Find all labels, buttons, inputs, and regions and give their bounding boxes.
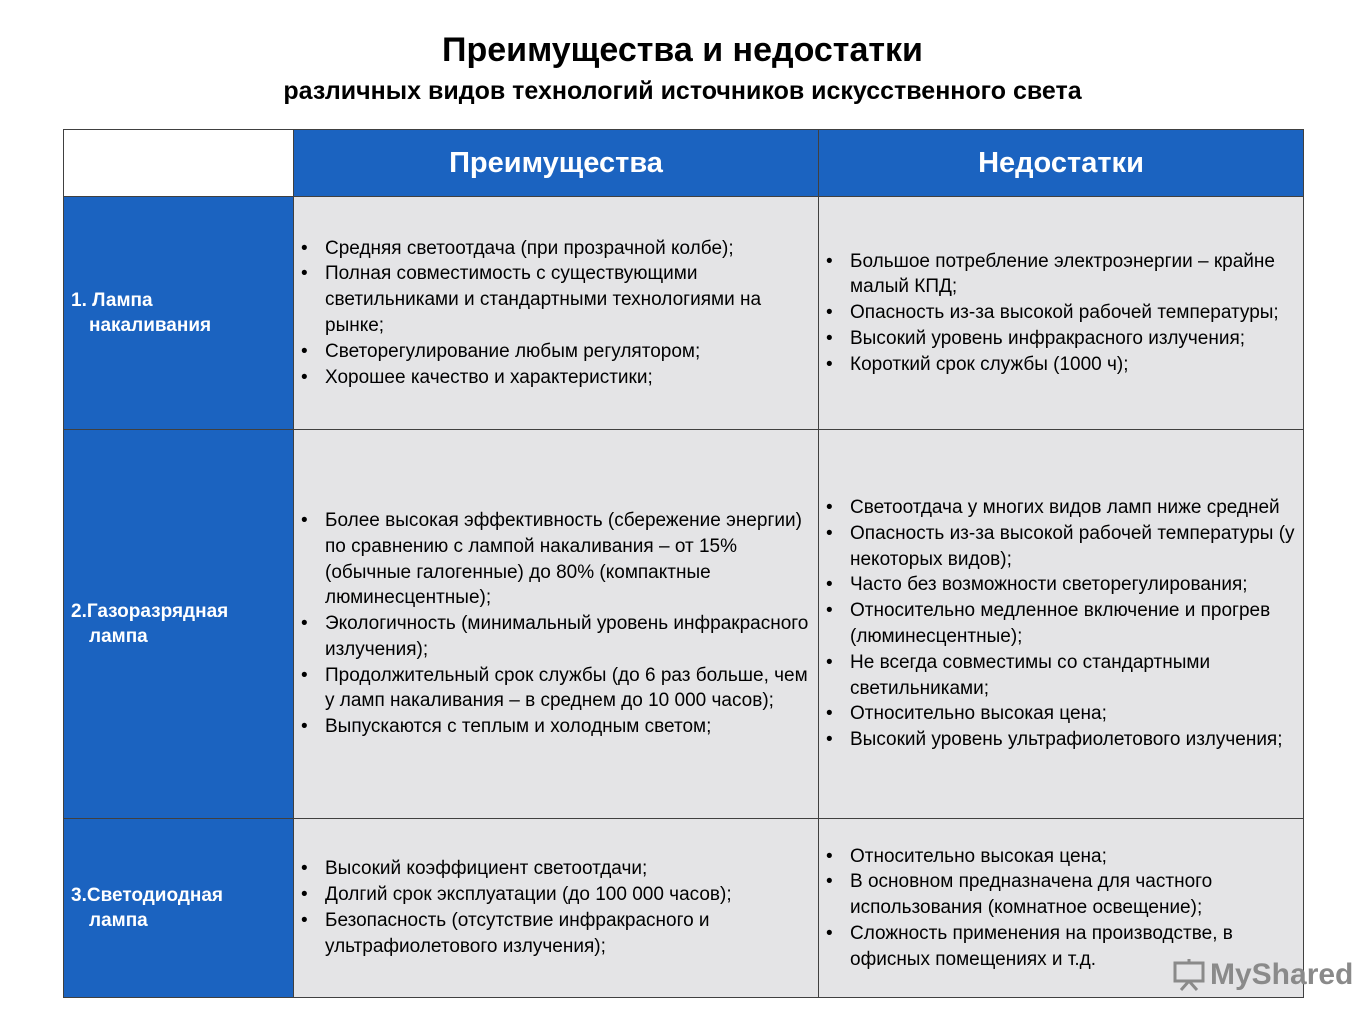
list-item: • Относительно высокая цена; [850,701,1295,727]
list-item: • Светоотдача у многих видов ламп ниже средней [850,495,1295,521]
row-label [64,430,294,819]
list-item: • Выпускаются с теплым и холодным светом; [325,714,810,740]
disadvantages-cell [819,197,1304,430]
advantages-cell [294,819,819,998]
page-subtitle: различных видов технологий источников искусственного света [283,77,1082,105]
presentation-board-icon [1172,958,1206,992]
list-item: • Экологичность (минимальный уровень инфракрасного излучения); [325,611,810,663]
table-row [64,819,1304,998]
watermark [1172,958,1353,992]
list-item: • Не всегда совместимы со стандартными светильниками; [850,650,1295,702]
list-item: • Высокий уровень инфракрасного излучения; [850,326,1295,352]
disadvantages-list [819,844,1303,973]
list-item: • Сложность применения на производстве, в офисных помещениях и т.д. [850,921,1295,973]
table-row [64,430,1304,819]
disadvantages-list [819,495,1303,753]
advantages-list [294,508,818,740]
advantages-list [294,236,818,391]
list-item: • Более высокая эффективность (сбережение энергии) по сравнению с лампой накаливания – от 15% (обычные галогенные) до 80% (компактные люминесцентные); [325,508,810,611]
list-item: • Высокий уровень ультрафиолетового излучения; [850,727,1295,753]
header-disadvantages: Недостатки [819,130,1304,197]
header-advantages: Преимущества [294,130,819,197]
row-label-line1: 1. Лампа [71,290,153,311]
list-item: • Часто без возможности светорегулирования; [850,572,1295,598]
list-item: • В основном предназначена для частного использования (комнатное освещение); [850,869,1295,921]
row-label [64,197,294,430]
list-item: • Короткий срок службы (1000 ч); [850,352,1295,378]
list-item: • Относительно высокая цена; [850,844,1295,870]
list-item: • Безопасность (отсутствие инфракрасного и ультрафиолетового излучения); [325,908,810,960]
list-item: • Большое потребление электроэнергии – крайне малый КПД; [850,249,1295,301]
list-item: • Опасность из-за высокой рабочей температуры; [850,300,1295,326]
advantages-cell [294,430,819,819]
row-label-line1: 2.Газоразрядная [71,601,229,622]
row-label-line2: лампа [89,626,148,647]
disadvantages-cell [819,430,1304,819]
header-empty-cell [64,130,294,197]
page-title: Преимущества и недостатки [442,31,923,69]
table-row [64,197,1304,430]
advantages-list [294,856,818,959]
list-item: • Долгий срок эксплуатации (до 100 000 часов); [325,882,810,908]
row-label [64,819,294,998]
list-item: • Полная совместимость с существующими светильниками и стандартными технологиями на рынке; [325,261,810,338]
row-label-line2: накаливания [89,315,212,336]
list-item: • Опасность из-за высокой рабочей температуры (у некоторых видов); [850,521,1295,573]
row-label-line2: лампа [89,910,148,931]
advantages-cell [294,197,819,430]
list-item: • Относительно медленное включение и прогрев (люминесцентные); [850,598,1295,650]
row-label-line1: 3.Светодиодная [71,885,224,906]
watermark-text: MyShared [1210,958,1354,991]
disadvantages-list [819,249,1303,378]
table-header-row [64,130,1304,197]
list-item: • Высокий коэффициент светоотдачи; [325,856,810,882]
list-item: • Продолжительный срок службы (до 6 раз больше, чем у ламп накаливания – в среднем до 10 000 часов); [325,663,810,715]
list-item: • Светорегулирование любым регулятором; [325,339,810,365]
list-item: • Хорошее качество и характеристики; [325,365,810,391]
comparison-table [63,129,1304,998]
list-item: • Средняя светоотдача (при прозрачной колбе); [325,236,810,262]
